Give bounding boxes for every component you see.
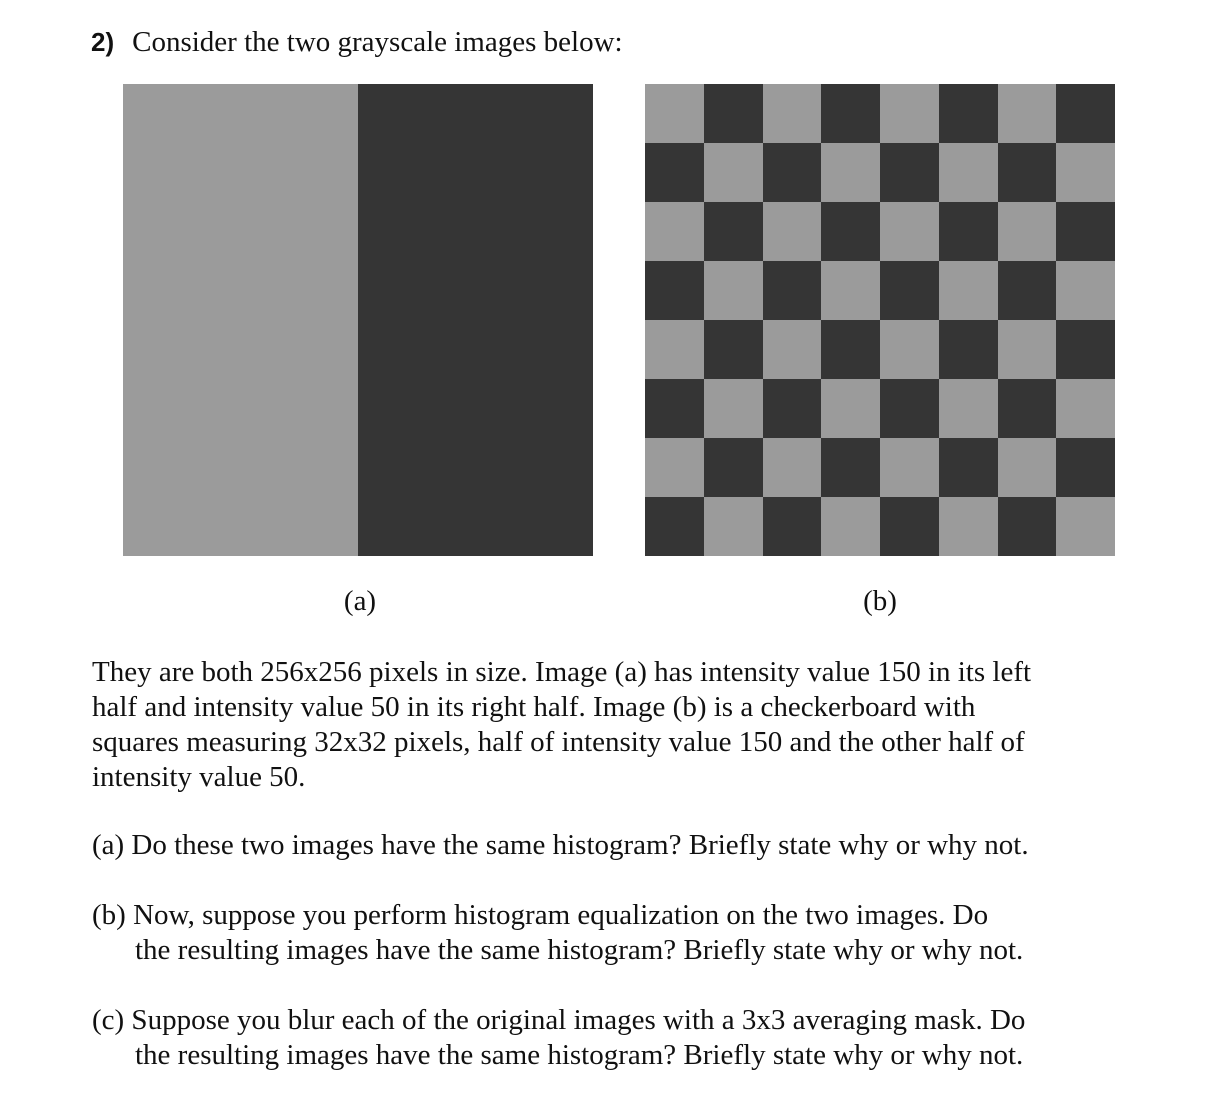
image-b-checkerboard	[645, 84, 1115, 556]
question-heading-text: Consider the two grayscale images below:	[132, 26, 623, 58]
checker-square-light	[880, 84, 939, 143]
checker-square-light	[998, 320, 1057, 379]
question-heading	[91, 26, 623, 59]
checker-square-light	[821, 261, 880, 320]
checker-square-dark	[880, 379, 939, 438]
checker-square-dark	[939, 202, 998, 261]
checker-square-dark	[645, 143, 704, 202]
image-a-right-half	[358, 84, 593, 556]
checker-square-dark	[704, 320, 763, 379]
checker-square-light	[821, 379, 880, 438]
checker-square-light	[821, 143, 880, 202]
checker-square-dark	[998, 261, 1057, 320]
image-a-split	[123, 84, 593, 556]
checker-square-light	[1056, 497, 1115, 556]
description-line: half and intensity value 50 in its right half. Image (b) is a checkerboard with	[92, 691, 976, 723]
checker-square-light	[1056, 379, 1115, 438]
checker-square-light	[645, 438, 704, 497]
checker-square-dark	[821, 438, 880, 497]
checker-square-light	[998, 84, 1057, 143]
checker-square-dark	[880, 497, 939, 556]
checker-square-dark	[998, 379, 1057, 438]
checker-square-dark	[939, 320, 998, 379]
checker-square-light	[704, 379, 763, 438]
checker-square-dark	[939, 438, 998, 497]
checker-square-light	[1056, 143, 1115, 202]
checker-square-dark	[763, 497, 822, 556]
checker-square-light	[880, 438, 939, 497]
checker-square-light	[704, 143, 763, 202]
checker-square-dark	[645, 379, 704, 438]
checker-square-dark	[645, 497, 704, 556]
checker-square-light	[880, 320, 939, 379]
checker-square-light	[763, 202, 822, 261]
checker-square-dark	[645, 261, 704, 320]
image-a-caption: (a)	[343, 585, 377, 617]
description-paragraph	[92, 655, 1092, 795]
checker-square-light	[763, 320, 822, 379]
checker-square-dark	[1056, 202, 1115, 261]
checker-square-dark	[704, 438, 763, 497]
question-part-c-line-2: the resulting images have the same histogram? Briefly state why or why not.	[135, 1039, 1024, 1071]
checker-square-dark	[1056, 438, 1115, 497]
checker-square-dark	[821, 84, 880, 143]
checker-square-light	[645, 84, 704, 143]
checker-square-dark	[704, 202, 763, 261]
image-a-left-half	[123, 84, 358, 556]
checker-square-light	[821, 497, 880, 556]
checker-square-light	[939, 143, 998, 202]
checker-square-light	[939, 497, 998, 556]
question-part-b	[92, 898, 1132, 968]
question-part-b-line-1: (b) Now, suppose you perform histogram equalization on the two images. Do	[92, 899, 989, 931]
checker-square-dark	[1056, 320, 1115, 379]
checker-square-light	[939, 379, 998, 438]
question-part-c-line-1: (c) Suppose you blur each of the original images with a 3x3 averaging mask. Do	[92, 1004, 1026, 1036]
checker-square-dark	[704, 84, 763, 143]
checker-square-dark	[763, 143, 822, 202]
image-b-caption: (b)	[863, 585, 897, 617]
checker-square-dark	[998, 143, 1057, 202]
checker-square-dark	[763, 261, 822, 320]
question-part-b-line-2: the resulting images have the same histogram? Briefly state why or why not.	[135, 934, 1024, 966]
checker-square-light	[939, 261, 998, 320]
description-line: squares measuring 32x32 pixels, half of intensity value 150 and the other half of	[92, 726, 1025, 758]
checker-square-light	[763, 84, 822, 143]
checker-square-light	[704, 261, 763, 320]
checker-square-dark	[939, 84, 998, 143]
description-line: They are both 256x256 pixels in size. Image (a) has intensity value 150 in its left	[92, 656, 1032, 688]
question-part-a	[92, 828, 1132, 863]
checker-square-dark	[880, 143, 939, 202]
question-part-a-line-1: (a) Do these two images have the same histogram? Briefly state why or why not.	[92, 829, 1029, 861]
checker-square-light	[763, 438, 822, 497]
checker-square-dark	[821, 202, 880, 261]
question-part-c	[92, 1003, 1132, 1073]
checker-square-light	[880, 202, 939, 261]
description-line: intensity value 50.	[92, 761, 306, 793]
checker-square-dark	[821, 320, 880, 379]
checker-square-dark	[998, 497, 1057, 556]
checker-square-dark	[763, 379, 822, 438]
checker-square-dark	[880, 261, 939, 320]
checker-square-light	[998, 202, 1057, 261]
checker-square-light	[645, 320, 704, 379]
checker-square-light	[998, 438, 1057, 497]
checker-square-light	[704, 497, 763, 556]
checker-square-light	[1056, 261, 1115, 320]
checker-square-light	[645, 202, 704, 261]
question-number: 2)	[91, 27, 115, 57]
checker-square-dark	[1056, 84, 1115, 143]
